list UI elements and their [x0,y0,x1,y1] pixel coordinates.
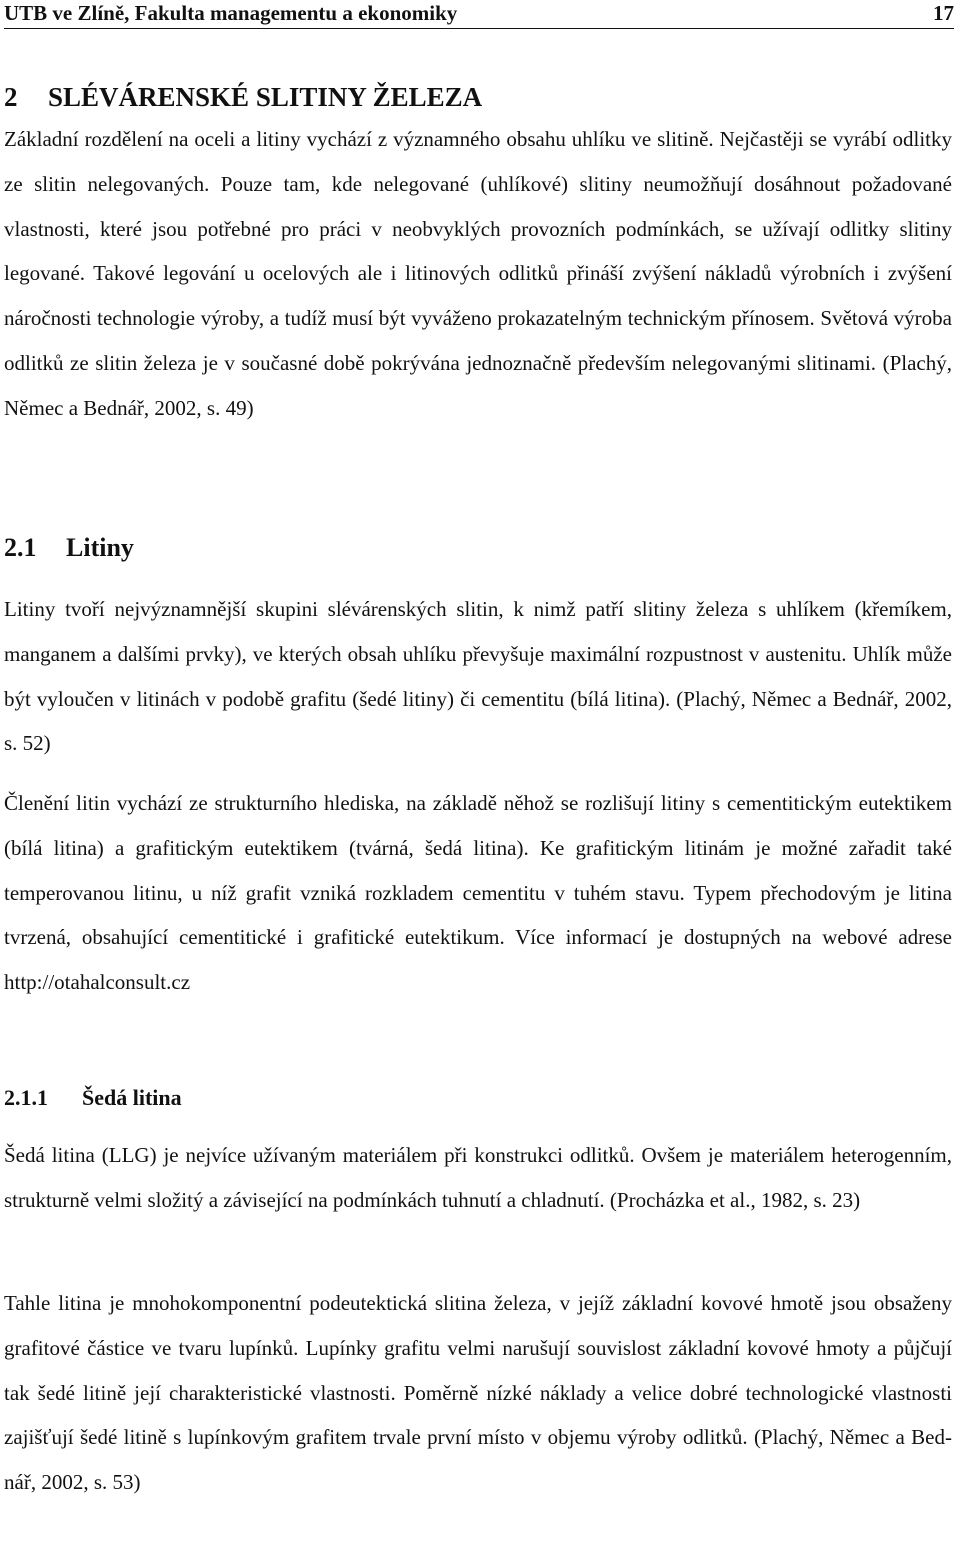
subsection-paragraph-2: Tahle litina je mnohokomponentní podeutektická slitina železa, v jejíž základní kovové hmotě jsou obsaženy grafitové částice ve tvaru lupínků. Lupínky grafitu velmi narušují souvislost základní kovové hmoty a půjčují tak šedé litině její charakteristické vlastnosti. Poměrně nízké náklady a velice dobré technologické vlastnosti zajišťují šedé litině s lupínkovým grafitem trvale první místo v objemu výroby odlitků. (Plachý, Němec a Bednář, 2002, s. 53) [4,1291,952,1495]
header-title: UTB ve Zlíně, Fakulta managementu a ekonomiky [4,1,458,25]
section-paragraph-1: Litiny tvoří nejvýznamnější skupini slévárenských slitin, k nimž patří slitiny železa s uhlíkem (křemíkem, manganem a dalšími prvky), ve kterých obsah uhlíku převyšuje maximální rozpustnost v austenitu. Uhlík může být vyloučen v litinách v podobě grafitu (šedé litiny) či cementitu (bílá litina). (Plachý, Němec a Bednář, 2002, s. 52) [4,597,952,756]
subsection-heading [4,1084,182,1112]
chapter-number: 2 [4,82,18,112]
section-number: 2.1 [4,533,37,562]
subsection-number: 2.1.1 [4,1085,48,1110]
section-paragraph-2: Členění litin vychází ze strukturního hlediska, na základě něhož se rozlišují litiny s cementitickým eutektikem (bílá litina) a grafitickým eutektikem (tvárná, šedá litina). Ke grafitickým litinám je možné zařadit také temperovanou litinu, u níž grafit vzniká rozkladem cementitu v tuhém stavu. Typem přechodovým je litina tvrzená, obsahující cementitické i grafitické eutektikum. Více informací je dostupných na webové adrese http://otahalconsult.cz [4,791,952,995]
chapter-paragraph: Základní rozdělení na oceli a litiny vychází z významného obsahu uhlíku ve slitině. Nejčastěji se vyrábí odlitky ze slitin nelegovaných. Pouze tam, kde nelegované (uhlíkové) slitiny neumožňují dosáhnout požadované vlastnosti, které jsou potřebné pro práci v neobvyklých provozních podmínkách, se užívají odlitky slitiny legované. Takové legování u ocelových ale i litinových odlitků přináší zvýšení nákladů výrobních i zvýšení náročnosti technologie výroby, a tudíž musí být vyváženo prokazatelným technickým přínosem. Světová výroba odlitků ze slitin železa je v současné době pokrývána jednoznačně především nelegovanými slitinami. (Plachý, Němec a Bednář, 2002, s. 49) [4,127,952,420]
subsection-paragraph-1: Šedá litina (LLG) je nejvíce užívaným materiálem při konstrukci odlitků. Ovšem je materiálem heterogenním, strukturně velmi složitý a závisející na podmínkách tuhnutí a chladnutí. (Procházka et al., 1982, s. 23) [4,1143,952,1212]
subsection-title: Šedá litina [82,1085,182,1110]
page-number: 17 [933,1,954,25]
chapter-heading [4,80,482,114]
chapter-title: SLÉVÁRENSKÉ SLITINY ŽELEZA [48,82,483,112]
section-title: Litiny [66,533,134,562]
page-header [4,0,954,29]
section-heading [4,532,134,564]
